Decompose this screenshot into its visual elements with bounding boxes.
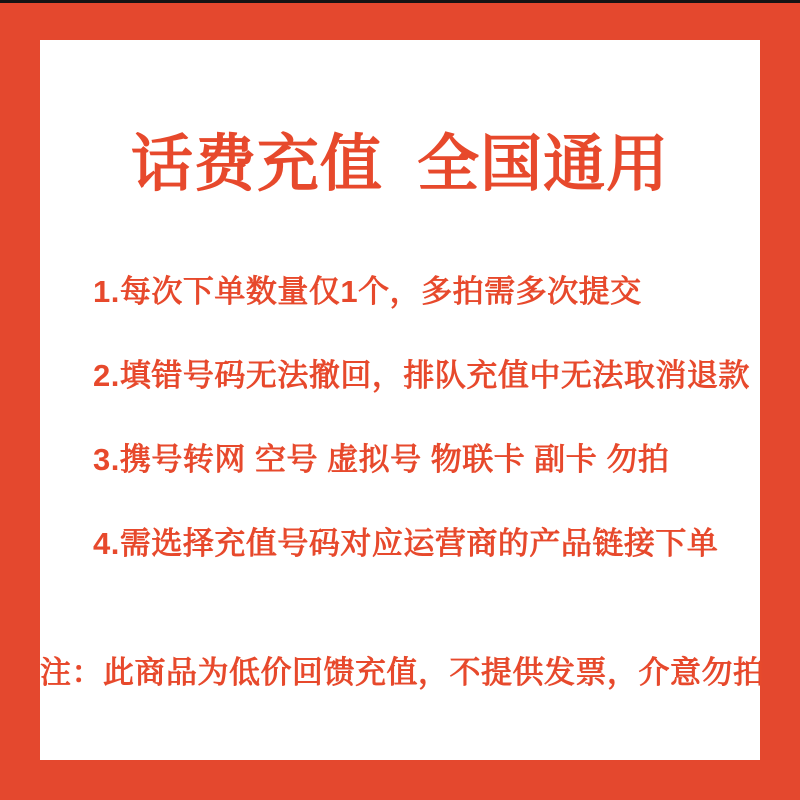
notice-list xyxy=(93,272,750,563)
notice-content xyxy=(40,40,765,760)
top-black-strip xyxy=(0,0,800,3)
notice-item-4: 4.需选择充值号码对应运营商的产品链接下单 xyxy=(93,526,719,561)
notice-item-2: 2.填错号码无法撤回，排队充值中无法取消退款 xyxy=(93,358,750,393)
notice-item-3: 3.携号转网 空号 虚拟号 物联卡 副卡 勿拍 xyxy=(93,442,670,477)
poster-title: 话费充值 全国通用 xyxy=(130,130,670,199)
footer-note: 注：此商品为低价回馈充值，不提供发票，介意勿拍 xyxy=(40,655,765,690)
notice-item-1: 1.每次下单数量仅1个，多拍需多次提交 xyxy=(93,274,642,309)
